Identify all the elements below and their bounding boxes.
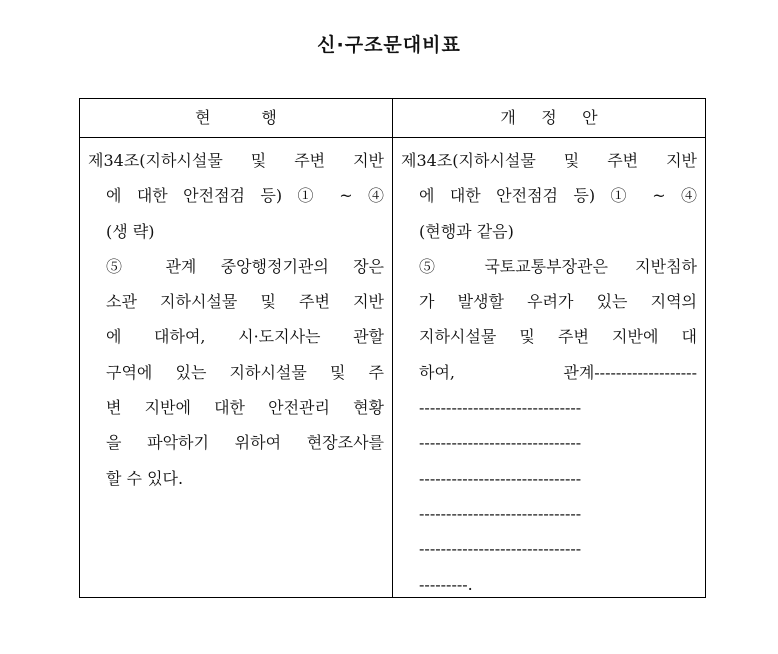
current-line: 변 지반에 대한 안전관리 현황 — [106, 398, 384, 418]
current-line: 할 수 있다. — [106, 468, 184, 488]
current-law-text — [88, 149, 384, 502]
revised-line: ------------------------------ — [419, 398, 582, 418]
revised-line: ------------------------------ — [419, 468, 582, 488]
table-header-row — [80, 99, 705, 138]
current-line: 제34조(지하시설물 및 주변 지반 — [88, 151, 384, 170]
revised-line: 하여, 관계------------------- — [419, 362, 697, 382]
current-line: 에 대한 안전점검 등) ① ~ ④ — [106, 186, 384, 206]
revised-law-text — [401, 149, 697, 608]
column-divider — [392, 99, 393, 597]
current-line: 에 대하여, 시·도지사는 관할 — [106, 327, 384, 347]
header-revised: 개 정 안 — [500, 108, 598, 127]
revised-line: 에 대한 안전점검 등) ① ~ ④ — [419, 186, 697, 206]
revised-line: 지하시설물 및 주변 지반에 대 — [419, 327, 697, 347]
document-title: 신·구조문대비표 — [317, 34, 461, 56]
current-line: 구역에 있는 지하시설물 및 주 — [106, 362, 384, 382]
revised-line: 가 발생할 우려가 있는 지역의 — [419, 292, 697, 312]
current-line: (생 략) — [106, 221, 155, 241]
revised-line: ------------------------------ — [419, 539, 582, 559]
comparison-table — [79, 98, 706, 598]
revised-line: (현행과 같음) — [419, 221, 514, 241]
header-current: 현 행 — [195, 108, 277, 127]
revised-line: 제34조(지하시설물 및 주변 지반 — [401, 151, 697, 170]
revised-line: ⑤ 국토교통부장관은 지반침하 — [419, 256, 697, 276]
revised-line: ------------------------------ — [419, 503, 582, 523]
current-line: 소관 지하시설물 및 주변 지반 — [106, 292, 384, 312]
revised-line: ------------------------------ — [419, 433, 582, 453]
current-line: ⑤ 관계 중앙행정기관의 장은 — [106, 256, 384, 276]
current-line: 을 파악하기 위하여 현장조사를 — [106, 433, 384, 453]
revised-line: ---------. — [419, 574, 473, 594]
